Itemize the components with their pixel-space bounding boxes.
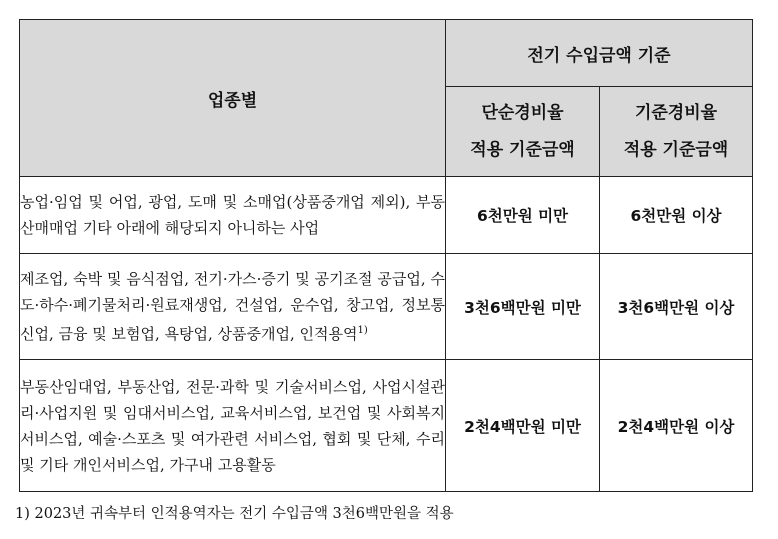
standard-rate-cell: 6천만원 이상 [600, 177, 753, 254]
standard-rate-header-line1: 기준경비율 [634, 102, 718, 123]
table-row [20, 254, 753, 360]
standard-rate-cell: 3천6백만원 이상 [600, 254, 753, 360]
standard-rate-header [600, 87, 753, 177]
standard-rate-header-line2: 적용 기준금액 [623, 139, 729, 160]
industry-header: 업종별 [20, 20, 446, 177]
revenue-criteria-header: 전기 수입금액 기준 [446, 20, 753, 87]
standard-rate-cell: 2천4백만원 이상 [600, 360, 753, 492]
industry-cell [20, 254, 446, 360]
simple-rate-header [446, 87, 600, 177]
simple-rate-cell: 3천6백만원 미만 [446, 254, 600, 360]
industry-cell [20, 177, 446, 254]
table-row [20, 360, 753, 492]
simple-rate-header-line1: 단순경비율 [481, 102, 564, 123]
industry-cell [20, 360, 446, 492]
industry-text: 부동산임대업, 부동산업, 전문·과학 및 기술서비스업, 사업시설관리·사업지원 및 임대서비스업, 교육서비스업, 보건업 및 사회복지서비스업, 예술·스포츠 및 여가관련 서비스업, 협회 및 단체, 수리 및 기타 개인서비스업, 가구내 고용활동 [20, 377, 445, 474]
simple-rate-cell: 2천4백만원 미만 [446, 360, 600, 492]
footnote: 1) 2023년 귀속부터 인적용역자는 전기 수입금액 3천6백만원을 적용 [15, 506, 454, 522]
simple-rate-cell: 6천만원 미만 [446, 177, 600, 254]
simple-rate-header-line2: 적용 기준금액 [470, 139, 575, 160]
income-criteria-table [19, 19, 753, 492]
industry-text: 제조업, 숙박 및 음식점업, 전기·가스·증기 및 공기조절 공급업, 수도·하수·폐기물처리·원료재생업, 건설업, 운수업, 창고업, 정보통신업, 금융 및 보험업, 욕탕업, 상품중개업, 인적용역 [20, 270, 445, 343]
industry-text: 농업·임업 및 어업, 광업, 도매 및 소매업(상품중개업 제외), 부동산매매업 기타 아래에 해당되지 아니하는 사업 [20, 193, 445, 237]
footnote-marker: 1) [357, 325, 368, 336]
table-row [20, 177, 753, 254]
